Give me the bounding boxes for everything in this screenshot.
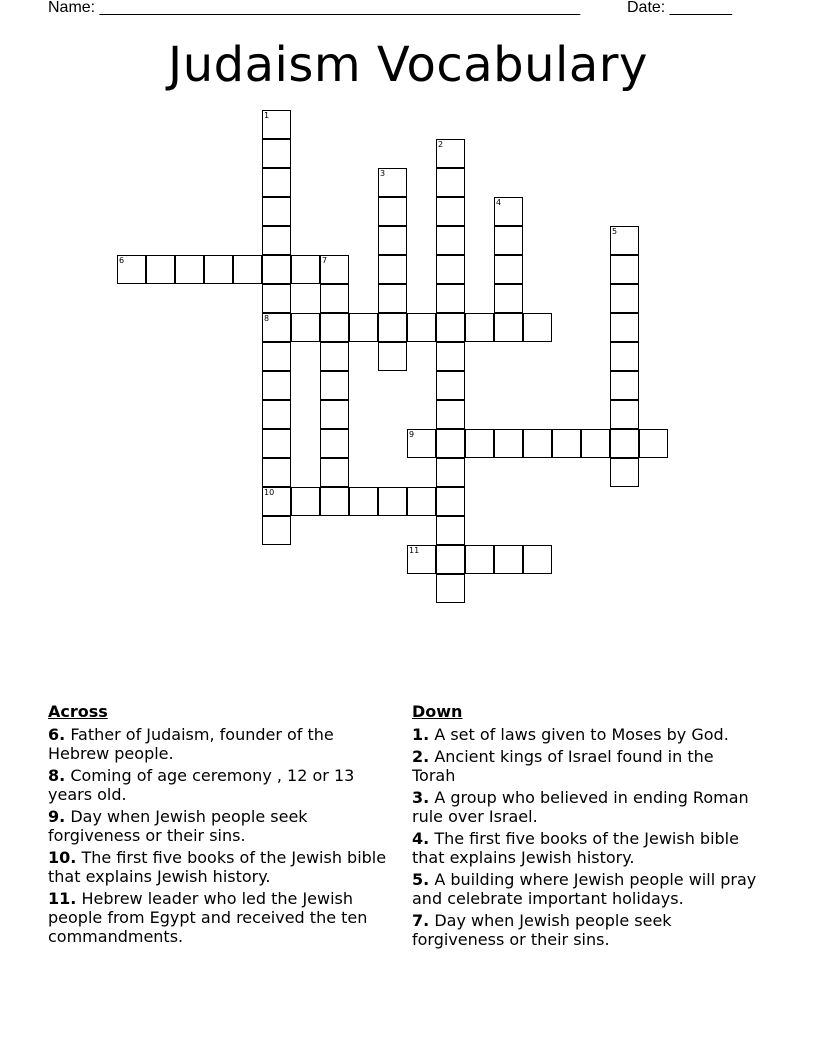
- crossword-cell[interactable]: [610, 429, 639, 458]
- across-heading: Across: [48, 702, 108, 721]
- clue-across-10: [48, 848, 393, 886]
- cell-number: 2: [438, 140, 444, 149]
- cell-number: 11: [409, 546, 420, 555]
- crossword-cell[interactable]: [349, 487, 378, 516]
- crossword-cell[interactable]: [494, 255, 523, 284]
- across-clues: [48, 702, 393, 949]
- crossword-cell[interactable]: [494, 197, 523, 226]
- date-field: Date: _______: [627, 0, 732, 16]
- cell-number: 1: [264, 111, 270, 120]
- clue-down-2: [412, 747, 757, 785]
- clue-number: 7.: [412, 911, 430, 930]
- crossword-cell[interactable]: [378, 168, 407, 197]
- crossword-cell[interactable]: [291, 255, 320, 284]
- crossword-cell[interactable]: [262, 400, 291, 429]
- clue-number: 9.: [48, 807, 66, 826]
- clue-text: Day when Jewish people seek forgiveness or their sins.: [412, 911, 672, 949]
- clue-number: 5.: [412, 870, 430, 889]
- crossword-cell[interactable]: [436, 168, 465, 197]
- cell-number: 5: [612, 227, 618, 236]
- crossword-cell[interactable]: [262, 139, 291, 168]
- crossword-cell[interactable]: [436, 284, 465, 313]
- crossword-cell[interactable]: [610, 342, 639, 371]
- crossword-cell[interactable]: [320, 255, 349, 284]
- clue-text: The first five books of the Jewish bible that explains Jewish history.: [412, 829, 739, 867]
- crossword-cell[interactable]: [262, 458, 291, 487]
- crossword-cell[interactable]: [610, 458, 639, 487]
- crossword-cell[interactable]: [523, 429, 552, 458]
- crossword-cell[interactable]: [610, 284, 639, 313]
- crossword-cell[interactable]: [552, 429, 581, 458]
- crossword-cell[interactable]: [610, 371, 639, 400]
- crossword-cell[interactable]: [320, 342, 349, 371]
- clue-number: 8.: [48, 766, 66, 785]
- cell-number: 8: [264, 314, 270, 323]
- crossword-cell[interactable]: [262, 110, 291, 139]
- clue-across-9: [48, 807, 393, 845]
- clue-text: A group who believed in ending Roman rule over Israel.: [412, 788, 749, 826]
- crossword-cell[interactable]: [262, 226, 291, 255]
- crossword-cell[interactable]: [378, 342, 407, 371]
- crossword-cell[interactable]: [436, 342, 465, 371]
- crossword-cell[interactable]: [610, 226, 639, 255]
- crossword-cell[interactable]: [204, 255, 233, 284]
- clue-down-1: [412, 725, 757, 744]
- clue-across-11: [48, 889, 393, 946]
- crossword-cell[interactable]: [465, 429, 494, 458]
- down-clues: [412, 702, 757, 952]
- clue-text: A building where Jewish people will pray and celebrate important holidays.: [412, 870, 757, 908]
- crossword-cell[interactable]: [349, 313, 378, 342]
- crossword-cell[interactable]: [117, 255, 146, 284]
- crossword-cell[interactable]: [494, 313, 523, 342]
- clue-text: The first five books of the Jewish bible that explains Jewish history.: [48, 848, 387, 886]
- page-title: Judaism Vocabulary: [168, 37, 648, 93]
- crossword-cell[interactable]: [436, 429, 465, 458]
- crossword-cell[interactable]: [436, 516, 465, 545]
- crossword-cell[interactable]: [436, 400, 465, 429]
- clue-text: Father of Judaism, founder of the Hebrew people.: [48, 725, 334, 763]
- clue-number: 1.: [412, 725, 430, 744]
- crossword-cell[interactable]: [610, 255, 639, 284]
- cell-number: 4: [496, 198, 502, 207]
- crossword-cell[interactable]: [262, 342, 291, 371]
- crossword-cell[interactable]: [494, 429, 523, 458]
- clue-across-8: [48, 766, 393, 804]
- clue-across-6: [48, 725, 393, 763]
- crossword-cell[interactable]: [581, 429, 610, 458]
- crossword-cell[interactable]: [291, 487, 320, 516]
- clue-text: Day when Jewish people seek forgiveness or their sins.: [48, 807, 308, 845]
- crossword-cell[interactable]: [320, 487, 349, 516]
- crossword-cell[interactable]: [494, 226, 523, 255]
- crossword-cell[interactable]: [436, 371, 465, 400]
- crossword-cell[interactable]: [436, 458, 465, 487]
- crossword-cell[interactable]: [436, 226, 465, 255]
- crossword-cell[interactable]: [262, 516, 291, 545]
- crossword-cell[interactable]: [262, 429, 291, 458]
- crossword-cell[interactable]: [407, 487, 436, 516]
- clue-down-7: [412, 911, 757, 949]
- crossword-cell[interactable]: [436, 574, 465, 603]
- crossword-cell[interactable]: [436, 197, 465, 226]
- crossword-cell[interactable]: [262, 284, 291, 313]
- crossword-cell[interactable]: [378, 284, 407, 313]
- crossword-cell[interactable]: [523, 313, 552, 342]
- crossword-cell[interactable]: [436, 139, 465, 168]
- clue-down-3: [412, 788, 757, 826]
- crossword-cell[interactable]: [320, 400, 349, 429]
- crossword-cell[interactable]: [146, 255, 175, 284]
- cell-number: 10: [264, 488, 275, 497]
- crossword-cell[interactable]: [407, 545, 436, 574]
- crossword-cell[interactable]: [262, 197, 291, 226]
- crossword-cell[interactable]: [262, 313, 291, 342]
- clue-number: 11.: [48, 889, 77, 908]
- crossword-cell[interactable]: [378, 487, 407, 516]
- crossword-cell[interactable]: [291, 313, 320, 342]
- crossword-cell[interactable]: [610, 313, 639, 342]
- cell-number: 7: [322, 256, 328, 265]
- crossword-cell[interactable]: [436, 545, 465, 574]
- clue-text: A set of laws given to Moses by God.: [434, 725, 729, 744]
- crossword-cell[interactable]: [320, 313, 349, 342]
- crossword-cell[interactable]: [407, 313, 436, 342]
- crossword-cell[interactable]: [378, 255, 407, 284]
- clue-number: 6.: [48, 725, 66, 744]
- cell-number: 9: [409, 430, 415, 439]
- clue-text: Ancient kings of Israel found in the Torah: [412, 747, 714, 785]
- crossword-cell[interactable]: [436, 487, 465, 516]
- crossword-cell[interactable]: [494, 545, 523, 574]
- crossword-cell[interactable]: [320, 371, 349, 400]
- crossword-cell[interactable]: [523, 545, 552, 574]
- clue-number: 3.: [412, 788, 430, 807]
- clue-number: 2.: [412, 747, 430, 766]
- cell-number: 6: [119, 256, 125, 265]
- clue-text: Hebrew leader who led the Jewish people from Egypt and received the ten commandments.: [48, 889, 368, 946]
- clue-down-5: [412, 870, 757, 908]
- crossword-cell[interactable]: [465, 545, 494, 574]
- crossword-cell[interactable]: [407, 429, 436, 458]
- clue-number: 4.: [412, 829, 430, 848]
- crossword-cell[interactable]: [378, 197, 407, 226]
- crossword-cell[interactable]: [262, 168, 291, 197]
- crossword-cell[interactable]: [378, 313, 407, 342]
- crossword-cell[interactable]: [610, 400, 639, 429]
- cell-number: 3: [380, 169, 386, 178]
- crossword-cell[interactable]: [436, 313, 465, 342]
- clue-number: 10.: [48, 848, 77, 867]
- crossword-cell[interactable]: [465, 313, 494, 342]
- crossword-cell[interactable]: [639, 429, 668, 458]
- down-heading: Down: [412, 702, 463, 721]
- crossword-cell[interactable]: [320, 284, 349, 313]
- crossword-cell[interactable]: [320, 429, 349, 458]
- crossword-cell[interactable]: [494, 284, 523, 313]
- crossword-cell[interactable]: [262, 371, 291, 400]
- crossword-cell[interactable]: [175, 255, 204, 284]
- name-field: Name: ______________________________________________________: [48, 0, 581, 16]
- crossword-cell[interactable]: [262, 255, 291, 284]
- crossword-cell[interactable]: [233, 255, 262, 284]
- crossword-cell[interactable]: [436, 255, 465, 284]
- crossword-cell[interactable]: [378, 226, 407, 255]
- clue-down-4: [412, 829, 757, 867]
- clue-text: Coming of age ceremony , 12 or 13 years old.: [48, 766, 355, 804]
- crossword-cell[interactable]: [262, 487, 291, 516]
- crossword-cell[interactable]: [320, 458, 349, 487]
